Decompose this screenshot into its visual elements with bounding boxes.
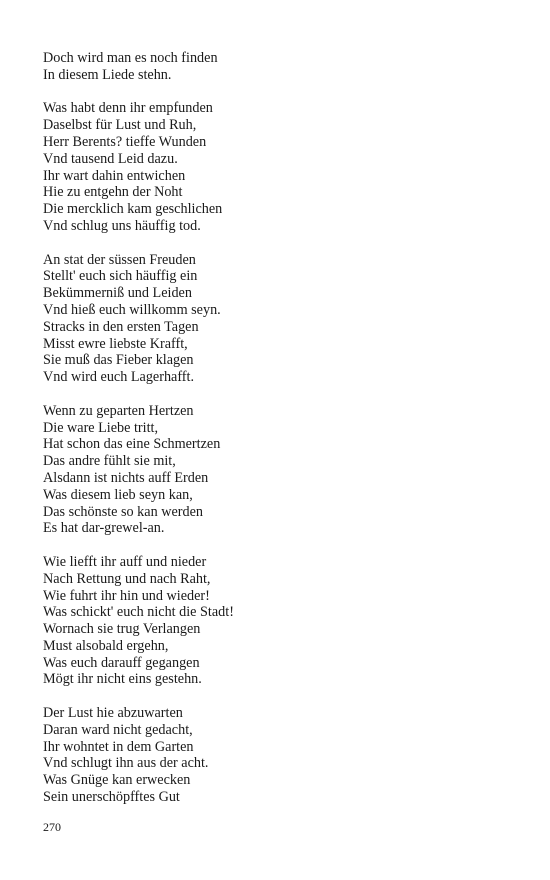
stanza-4 (43, 403, 513, 537)
stanza-3 (43, 252, 513, 386)
verse-line: Vnd schlugt ihn aus der acht. (43, 755, 209, 772)
verse-line: Wornach sie trug Verlangen (43, 621, 201, 638)
verse-line: Die mercklich kam geschlichen (43, 201, 223, 218)
verse-line: Vnd wird euch Lagerhafft. (43, 369, 195, 386)
verse-line: Vnd schlug uns häuffig tod. (43, 217, 201, 234)
verse-line: Doch wird man es noch finden (43, 50, 218, 66)
verse-line: Der Lust hie abzuwarten (43, 705, 183, 722)
verse-line: Hat schon das eine Schmertzen (43, 436, 221, 453)
poem-text (43, 50, 513, 823)
verse-line: Hie zu entgehn der Noht (43, 184, 183, 201)
verse-line: Daselbst für Lust und Ruh, (43, 117, 197, 134)
verse-line: Es hat dar-grewel-an. (43, 520, 165, 537)
verse-line: In diesem Liede stehn. (43, 66, 172, 83)
verse-line: Sein unerschöpfftes Gut (43, 789, 180, 806)
stanza-1 (43, 50, 513, 84)
verse-line: Nach Rettung und nach Raht, (43, 570, 211, 587)
verse-line: Was euch darauff gegangen (43, 654, 200, 671)
verse-line: Must alsobald ergehn, (43, 637, 169, 654)
verse-line: Ihr wohntet in dem Garten (43, 738, 194, 755)
verse-line: Was Gnüge kan erwecken (43, 772, 191, 789)
verse-line: Ihr wart dahin entwichen (43, 167, 186, 184)
verse-line: Was schickt' euch nicht die Stadt! (43, 604, 234, 621)
page-number: 270 (43, 820, 61, 834)
verse-line: An stat der süssen Freuden (43, 251, 196, 268)
verse-line: Herr Berents? tieffe Wunden (43, 133, 207, 150)
verse-line: Daran ward nicht gedacht, (43, 721, 193, 738)
verse-line: Was diesem lieb seyn kan, (43, 486, 193, 503)
verse-line: Vnd hieß euch willkomm seyn. (43, 301, 221, 318)
verse-line: Misst ewre liebste Krafft, (43, 335, 188, 352)
verse-line: Das schönste so kan werden (43, 503, 203, 520)
verse-line: Vnd tausend Leid dazu. (43, 150, 178, 167)
verse-line: Was habt denn ihr empfunden (43, 100, 213, 117)
verse-line: Das andre fühlt sie mit, (43, 453, 176, 470)
verse-line: Mögt ihr nicht eins gestehn. (43, 671, 202, 688)
verse-line: Wie fuhrt ihr hin und wieder! (43, 587, 210, 604)
verse-line: Stellt' euch sich häuffig ein (43, 268, 198, 285)
verse-line: Bekümmerniß und Leiden (43, 285, 192, 302)
verse-line: Die ware Liebe tritt, (43, 419, 159, 436)
verse-line: Sie muß das Fieber klagen (43, 352, 194, 369)
stanza-5 (43, 554, 513, 688)
stanza-2 (43, 100, 513, 234)
verse-line: Alsdann ist nichts auff Erden (43, 469, 209, 486)
verse-line: Wenn zu geparten Hertzen (43, 402, 194, 419)
stanza-6 (43, 705, 513, 806)
verse-line: Stracks in den ersten Tagen (43, 318, 199, 335)
verse-line: Wie liefft ihr auff und nieder (43, 553, 207, 570)
